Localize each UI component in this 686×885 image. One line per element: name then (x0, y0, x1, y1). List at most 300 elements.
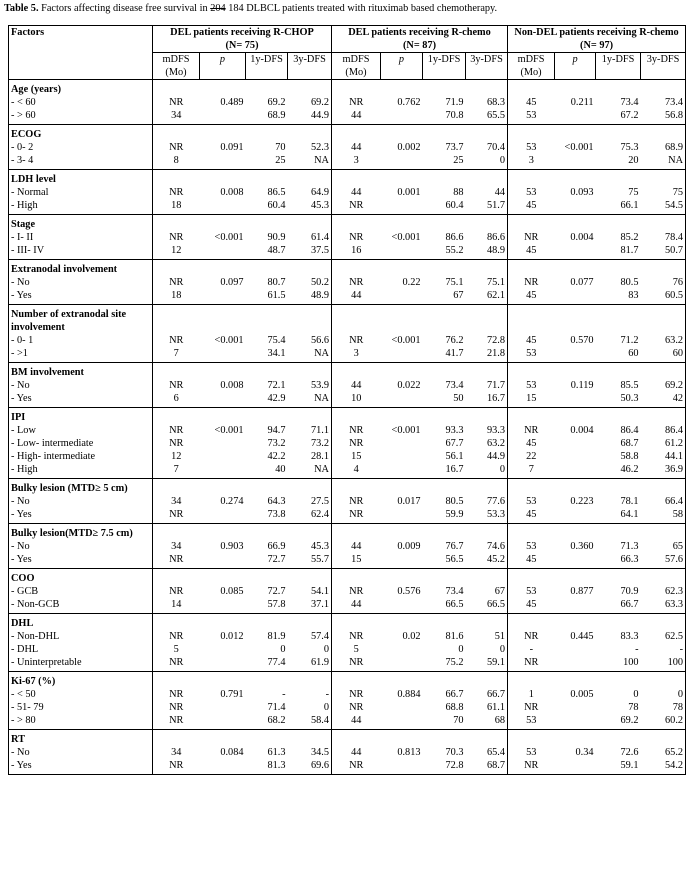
table-cell-1y-dfs: 66.1 (620, 200, 639, 211)
table-cell-mdfs: 44 (351, 142, 362, 153)
table-cell-3y-dfs: 71.7 (466, 379, 508, 392)
table-cell-3y-dfs: 65.2 (641, 746, 686, 759)
table-cell-p (381, 347, 423, 363)
caption-text-after: 184 DLBCL patients treated with rituximab based chemotherapy. (225, 3, 498, 14)
subheader-p-group3: p (555, 53, 596, 80)
table-cell-1y-dfs: 70.3 (445, 747, 464, 758)
table-cell-p: 0.119 (570, 380, 594, 391)
table-cell-3y-dfs: 44.9 (288, 109, 332, 125)
empty-cell (332, 730, 381, 747)
table-cell-mdfs: NR (349, 438, 364, 449)
table-cell-1y-dfs: 67.2 (620, 110, 639, 121)
table-cell-p (200, 450, 246, 463)
empty-cell (332, 305, 381, 335)
table-cell-mdfs: NR (169, 232, 184, 243)
empty-cell (288, 125, 332, 142)
table-cell-1y-dfs: 88 (453, 187, 464, 198)
table-cell-p: 0.002 (397, 142, 421, 153)
factor-group-row (9, 363, 686, 380)
empty-cell (381, 260, 423, 277)
table-cell-mdfs: NR (349, 657, 364, 668)
table-cell-p (200, 553, 246, 569)
table-cell-1y-dfs: 42.2 (267, 451, 286, 462)
table-cell-p: <0.001 (214, 232, 244, 243)
table-cell-1y-dfs: 70.9 (620, 586, 639, 597)
table-cell-3y-dfs: 63.2 (641, 334, 686, 347)
table-cell-3y-dfs: 44 (466, 186, 508, 199)
table-cell-p (200, 701, 246, 714)
table-cell-3y-dfs: 58 (641, 508, 686, 524)
row-label: - Low- intermediate (9, 437, 153, 450)
table-row (9, 630, 686, 643)
table-cell-1y-dfs: 73.4 (445, 380, 464, 391)
table-cell-3y-dfs: 73.4 (641, 96, 686, 109)
factor-group-title: ECOG (9, 125, 153, 142)
empty-cell (381, 408, 423, 425)
table-cell-p: <0.001 (391, 335, 421, 346)
table-cell-3y-dfs: 50.2 (288, 276, 332, 289)
table-cell-3y-dfs: 44.1 (641, 450, 686, 463)
table-cell-mdfs: 5 (353, 644, 359, 655)
empty-cell (641, 215, 686, 232)
table-cell-3y-dfs: 65 (641, 540, 686, 553)
table-cell-1y-dfs: 85.2 (620, 232, 639, 243)
subheader-3y-dfs-group3: 3y-DFS (641, 53, 686, 80)
empty-cell (596, 524, 641, 541)
table-row (9, 495, 686, 508)
table-cell-3y-dfs: 48.9 (466, 244, 508, 260)
empty-cell (153, 614, 200, 631)
empty-cell (423, 614, 466, 631)
table-row (9, 463, 686, 479)
table-cell-mdfs: NR (524, 277, 539, 288)
table-cell-1y-dfs: 75.4 (267, 335, 286, 346)
header-group-del-rchemo (332, 26, 508, 53)
table-cell-p (381, 714, 423, 730)
table-cell-mdfs: - (529, 644, 533, 655)
table-cell-p: <0.001 (391, 232, 421, 243)
table-cell-mdfs: 7 (528, 464, 534, 475)
table-cell-mdfs: 34 (171, 496, 182, 507)
table-cell-mdfs: NR (169, 657, 184, 668)
table-cell-1y-dfs: 60.4 (267, 200, 286, 211)
empty-cell (381, 125, 423, 142)
caption-text-before: Factors affecting disease free survival in (38, 3, 211, 14)
row-label: - 0- 1 (9, 334, 153, 347)
table-cell-mdfs: 53 (526, 187, 537, 198)
table-cell-3y-dfs: 76 (641, 276, 686, 289)
empty-cell (153, 730, 200, 747)
empty-cell (508, 215, 555, 232)
empty-cell (381, 479, 423, 496)
table-cell-1y-dfs: 80.5 (445, 496, 464, 507)
table-cell-p (555, 437, 596, 450)
table-row (9, 656, 686, 672)
table-cell-1y-dfs: 72.7 (267, 586, 286, 597)
table-cell-1y-dfs: 68.8 (445, 702, 464, 713)
table-cell-p: 0.004 (570, 425, 594, 436)
empty-cell (508, 363, 555, 380)
table-cell-3y-dfs: 0 (288, 643, 332, 656)
table-cell-mdfs: 44 (351, 290, 362, 301)
empty-cell (466, 170, 508, 187)
header-group3-n: (N= 97) (580, 40, 614, 51)
table-row (9, 154, 686, 170)
subheader-p-group2: p (381, 53, 423, 80)
table-cell-mdfs: 4 (353, 464, 359, 475)
empty-cell (508, 170, 555, 187)
table-cell-3y-dfs: NA (641, 154, 686, 170)
table-cell-p (381, 199, 423, 215)
table-cell-1y-dfs: 75 (628, 187, 639, 198)
table-cell-p (555, 244, 596, 260)
table-cell-3y-dfs: 65.5 (466, 109, 508, 125)
table-cell-mdfs: 44 (351, 747, 362, 758)
table-cell-mdfs: 7 (173, 464, 179, 475)
table-cell-1y-dfs: 66.5 (445, 599, 464, 610)
row-label: - Uninterpretable (9, 656, 153, 672)
table-cell-3y-dfs: 48.9 (288, 289, 332, 305)
table-cell-1y-dfs: 71.4 (267, 702, 286, 713)
table-cell-p (200, 759, 246, 775)
table-cell-mdfs: 53 (526, 747, 537, 758)
empty-cell (466, 614, 508, 631)
empty-cell (332, 479, 381, 496)
table-row (9, 759, 686, 775)
empty-cell (200, 125, 246, 142)
row-label: - III- IV (9, 244, 153, 260)
empty-cell (596, 125, 641, 142)
table-cell-1y-dfs: 60 (628, 348, 639, 359)
table-cell-p (555, 598, 596, 614)
table-cell-p: <0.001 (214, 335, 244, 346)
table-cell-1y-dfs: 71.3 (620, 541, 639, 552)
header-group1-n: (N= 75) (225, 40, 259, 51)
row-label: - Yes (9, 508, 153, 524)
empty-cell (332, 363, 381, 380)
table-cell-mdfs: 53 (526, 496, 537, 507)
header-group1-title: DEL patients receiving R-CHOP (170, 27, 314, 38)
table-cell-1y-dfs: 72.8 (423, 759, 466, 775)
empty-cell (200, 215, 246, 232)
table-cell-3y-dfs: 72.8 (466, 334, 508, 347)
table-cell-mdfs: NR (169, 702, 184, 713)
empty-cell (153, 479, 200, 496)
empty-cell (555, 524, 596, 541)
table-cell-p (200, 199, 246, 215)
header-group2-n: (N= 87) (402, 40, 437, 51)
empty-cell (200, 479, 246, 496)
empty-cell (246, 672, 288, 689)
table-cell-3y-dfs: 61.2 (641, 437, 686, 450)
empty-cell (508, 80, 555, 97)
table-cell-mdfs: 53 (526, 348, 537, 359)
table-cell-p: <0.001 (391, 425, 421, 436)
table-cell-p: 0.813 (397, 747, 421, 758)
empty-cell (596, 672, 641, 689)
table-row (9, 289, 686, 305)
table-cell-3y-dfs: 59.1 (466, 656, 508, 672)
table-cell-p: 0.017 (397, 496, 421, 507)
table-cell-p: 0.084 (220, 747, 244, 758)
empty-cell (332, 569, 381, 586)
table-cell-mdfs: 34 (171, 110, 182, 121)
row-label: - Yes (9, 553, 153, 569)
table-cell-mdfs: 45 (526, 245, 537, 256)
table-cell-mdfs: 12 (171, 451, 182, 462)
table-cell-mdfs: 53 (526, 380, 537, 391)
empty-cell (246, 730, 288, 747)
table-cell-3y-dfs: 0 (466, 463, 508, 479)
table-cell-3y-dfs: 57.4 (288, 630, 332, 643)
table-cell-p (555, 199, 596, 215)
table-row (9, 186, 686, 199)
table-cell-1y-dfs: 25 (453, 155, 464, 166)
empty-cell (423, 80, 466, 97)
empty-cell (555, 408, 596, 425)
table-row (9, 276, 686, 289)
empty-cell (508, 125, 555, 142)
table-cell-1y-dfs: 66.3 (620, 554, 639, 565)
table-cell-p (200, 154, 246, 170)
table-cell-1y-dfs: 85.5 (620, 380, 639, 391)
empty-cell (596, 170, 641, 187)
table-cell-3y-dfs: NA (288, 392, 332, 408)
subheader-1y-dfs-group1: 1y-DFS (246, 53, 288, 80)
empty-cell (508, 614, 555, 631)
table-cell-p (555, 392, 596, 408)
row-label: - Yes (9, 289, 153, 305)
table-cell-p: 0.009 (397, 541, 421, 552)
table-cell-p (200, 598, 246, 614)
table-cell-1y-dfs: 0 (458, 644, 464, 655)
row-label: - 3- 4 (9, 154, 153, 170)
row-label: - Yes (9, 392, 153, 408)
table-cell-p: <0.001 (214, 425, 244, 436)
table-cell-1y-dfs: 61.5 (267, 290, 286, 301)
table-cell-1y-dfs: 40 (275, 464, 286, 475)
empty-cell (466, 215, 508, 232)
table-cell-p (381, 289, 423, 305)
table-cell-3y-dfs: 68.9 (641, 141, 686, 154)
table-cell-3y-dfs: 65.4 (466, 746, 508, 759)
empty-cell (466, 408, 508, 425)
table-cell-mdfs: NR (169, 335, 184, 346)
table-cell-p: 0.005 (570, 689, 594, 700)
row-label: - No (9, 495, 153, 508)
table-cell-p (200, 109, 246, 125)
table-cell-3y-dfs: 68.7 (466, 759, 508, 775)
subheader-3y-dfs-group1: 3y-DFS (288, 53, 332, 80)
table-row (9, 96, 686, 109)
table-cell-1y-dfs: 81.3 (246, 759, 288, 775)
table-cell-1y-dfs: 78.1 (620, 496, 639, 507)
table-cell-3y-dfs: 62.1 (466, 289, 508, 305)
empty-cell (200, 408, 246, 425)
empty-cell (288, 408, 332, 425)
empty-cell (641, 569, 686, 586)
table-cell-3y-dfs: 60 (641, 347, 686, 363)
table-cell-p: 0.576 (397, 586, 421, 597)
table-cell-p (555, 154, 596, 170)
table-cell-3y-dfs: 86.4 (641, 424, 686, 437)
table-cell-p: 0.762 (397, 97, 421, 108)
table-cell-p (381, 109, 423, 125)
table-cell-mdfs: 22 (526, 451, 537, 462)
table-cell-1y-dfs: 80.7 (267, 277, 286, 288)
table-cell-mdfs: NR (169, 425, 184, 436)
row-label: - > 80 (9, 714, 153, 730)
subheader-mdfs-group1: mDFS (Mo) (153, 53, 200, 80)
table-cell-1y-dfs: 69.2 (267, 97, 286, 108)
table-cell-1y-dfs: 73.4 (445, 586, 464, 597)
empty-cell (466, 260, 508, 277)
empty-cell (381, 569, 423, 586)
table-cell-p (200, 463, 246, 479)
empty-cell (246, 80, 288, 97)
table-cell-p (200, 714, 246, 730)
table-cell-mdfs: NR (349, 335, 364, 346)
empty-cell (423, 479, 466, 496)
table-cell-1y-dfs: 100 (623, 657, 639, 668)
table-cell-3y-dfs: NA (288, 154, 332, 170)
empty-cell (200, 614, 246, 631)
table-cell-1y-dfs: 48.7 (267, 245, 286, 256)
table-cell-mdfs: 7 (173, 348, 179, 359)
table-cell-mdfs: NR (508, 759, 555, 775)
table-row (9, 508, 686, 524)
table-cell-mdfs: NR (169, 277, 184, 288)
table-cell-3y-dfs: - (288, 688, 332, 701)
table-cell-3y-dfs: 77.6 (466, 495, 508, 508)
table-row (9, 437, 686, 450)
row-label: - 0- 2 (9, 141, 153, 154)
empty-cell (381, 305, 423, 335)
table-cell-p: 0.34 (575, 747, 594, 758)
table-cell-1y-dfs: 94.7 (267, 425, 286, 436)
factor-group-title: Ki-67 (%) (9, 672, 153, 689)
table-cell-1y-dfs: 73.2 (267, 438, 286, 449)
empty-cell (288, 215, 332, 232)
table-row (9, 379, 686, 392)
table-cell-1y-dfs: 86.5 (267, 187, 286, 198)
table-cell-p (381, 450, 423, 463)
table-row (9, 334, 686, 347)
table-cell-p (381, 656, 423, 672)
table-cell-1y-dfs: 50 (453, 393, 464, 404)
empty-cell (200, 363, 246, 380)
table-cell-mdfs: NR (524, 232, 539, 243)
table-cell-1y-dfs: 76.7 (445, 541, 464, 552)
table-cell-3y-dfs: 44.9 (466, 450, 508, 463)
table-cell-mdfs: 12 (171, 245, 182, 256)
table-cell-p (555, 553, 596, 569)
empty-cell (641, 408, 686, 425)
table-cell-mdfs: 45 (526, 335, 537, 346)
table-cell-mdfs: NR (153, 759, 200, 775)
table-cell-mdfs: NR (524, 657, 539, 668)
table-cell-p (555, 463, 596, 479)
row-label: - No (9, 276, 153, 289)
empty-cell (153, 569, 200, 586)
table-cell-p (555, 109, 596, 125)
table-cell-3y-dfs: 37.5 (288, 244, 332, 260)
empty-cell (153, 80, 200, 97)
table-cell-1y-dfs: 61.3 (267, 747, 286, 758)
empty-cell (555, 730, 596, 747)
table-cell-1y-dfs: 93.3 (445, 425, 464, 436)
empty-cell (246, 479, 288, 496)
table-cell-mdfs: NR (349, 631, 364, 642)
factor-group-row (9, 614, 686, 631)
empty-cell (153, 170, 200, 187)
table-cell-3y-dfs: 45.2 (466, 553, 508, 569)
table-cell-1y-dfs: 0 (633, 689, 639, 700)
table-row (9, 244, 686, 260)
table-cell-mdfs: 15 (526, 393, 537, 404)
table-cell-3y-dfs: 62.5 (641, 630, 686, 643)
empty-cell (641, 80, 686, 97)
table-cell-mdfs: NR (169, 715, 184, 726)
empty-cell (423, 125, 466, 142)
empty-cell (153, 260, 200, 277)
table-cell-p: 0.091 (220, 142, 244, 153)
empty-cell (508, 730, 555, 747)
table-cell-1y-dfs: 59.1 (596, 759, 641, 775)
empty-cell (423, 305, 466, 335)
table-cell-p: 0.445 (570, 631, 594, 642)
table-cell-mdfs: NR (349, 97, 364, 108)
empty-cell (508, 305, 555, 335)
table-cell-1y-dfs: 71.9 (445, 97, 464, 108)
table-cell-1y-dfs: 55.2 (445, 245, 464, 256)
table-cell-1y-dfs: 25 (275, 155, 286, 166)
factor-group-title: Number of extranodal site involvement (9, 305, 153, 335)
row-label: - High- intermediate (9, 450, 153, 463)
empty-cell (555, 125, 596, 142)
table-cell-p: 0.02 (402, 631, 421, 642)
table-cell-mdfs: NR (169, 142, 184, 153)
factor-group-row (9, 260, 686, 277)
table-cell-mdfs: NR (524, 631, 539, 642)
table-cell-mdfs: 3 (353, 348, 359, 359)
table-cell-p (200, 347, 246, 363)
table-cell-3y-dfs: 100 (641, 656, 686, 672)
empty-cell (555, 614, 596, 631)
empty-cell (332, 614, 381, 631)
table-cell-3y-dfs: 0 (641, 688, 686, 701)
table-cell-3y-dfs: 63.3 (641, 598, 686, 614)
table-cell-1y-dfs: 41.7 (445, 348, 464, 359)
table-cell-mdfs: NR (349, 277, 364, 288)
table-cell-1y-dfs: 64.3 (267, 496, 286, 507)
empty-cell (596, 260, 641, 277)
table-cell-3y-dfs: 60.2 (641, 714, 686, 730)
table-cell-1y-dfs: 75.2 (445, 657, 464, 668)
table-cell-1y-dfs: 70.8 (445, 110, 464, 121)
table-cell-p: 0.097 (220, 277, 244, 288)
factor-group-row (9, 524, 686, 541)
factor-group-row (9, 305, 686, 335)
factor-group-title: BM involvement (9, 363, 153, 380)
empty-cell (508, 672, 555, 689)
empty-cell (596, 363, 641, 380)
table-cell-3y-dfs: 70.4 (466, 141, 508, 154)
empty-cell (381, 730, 423, 747)
table-cell-p: 0.077 (570, 277, 594, 288)
empty-cell (596, 80, 641, 97)
empty-cell (555, 363, 596, 380)
